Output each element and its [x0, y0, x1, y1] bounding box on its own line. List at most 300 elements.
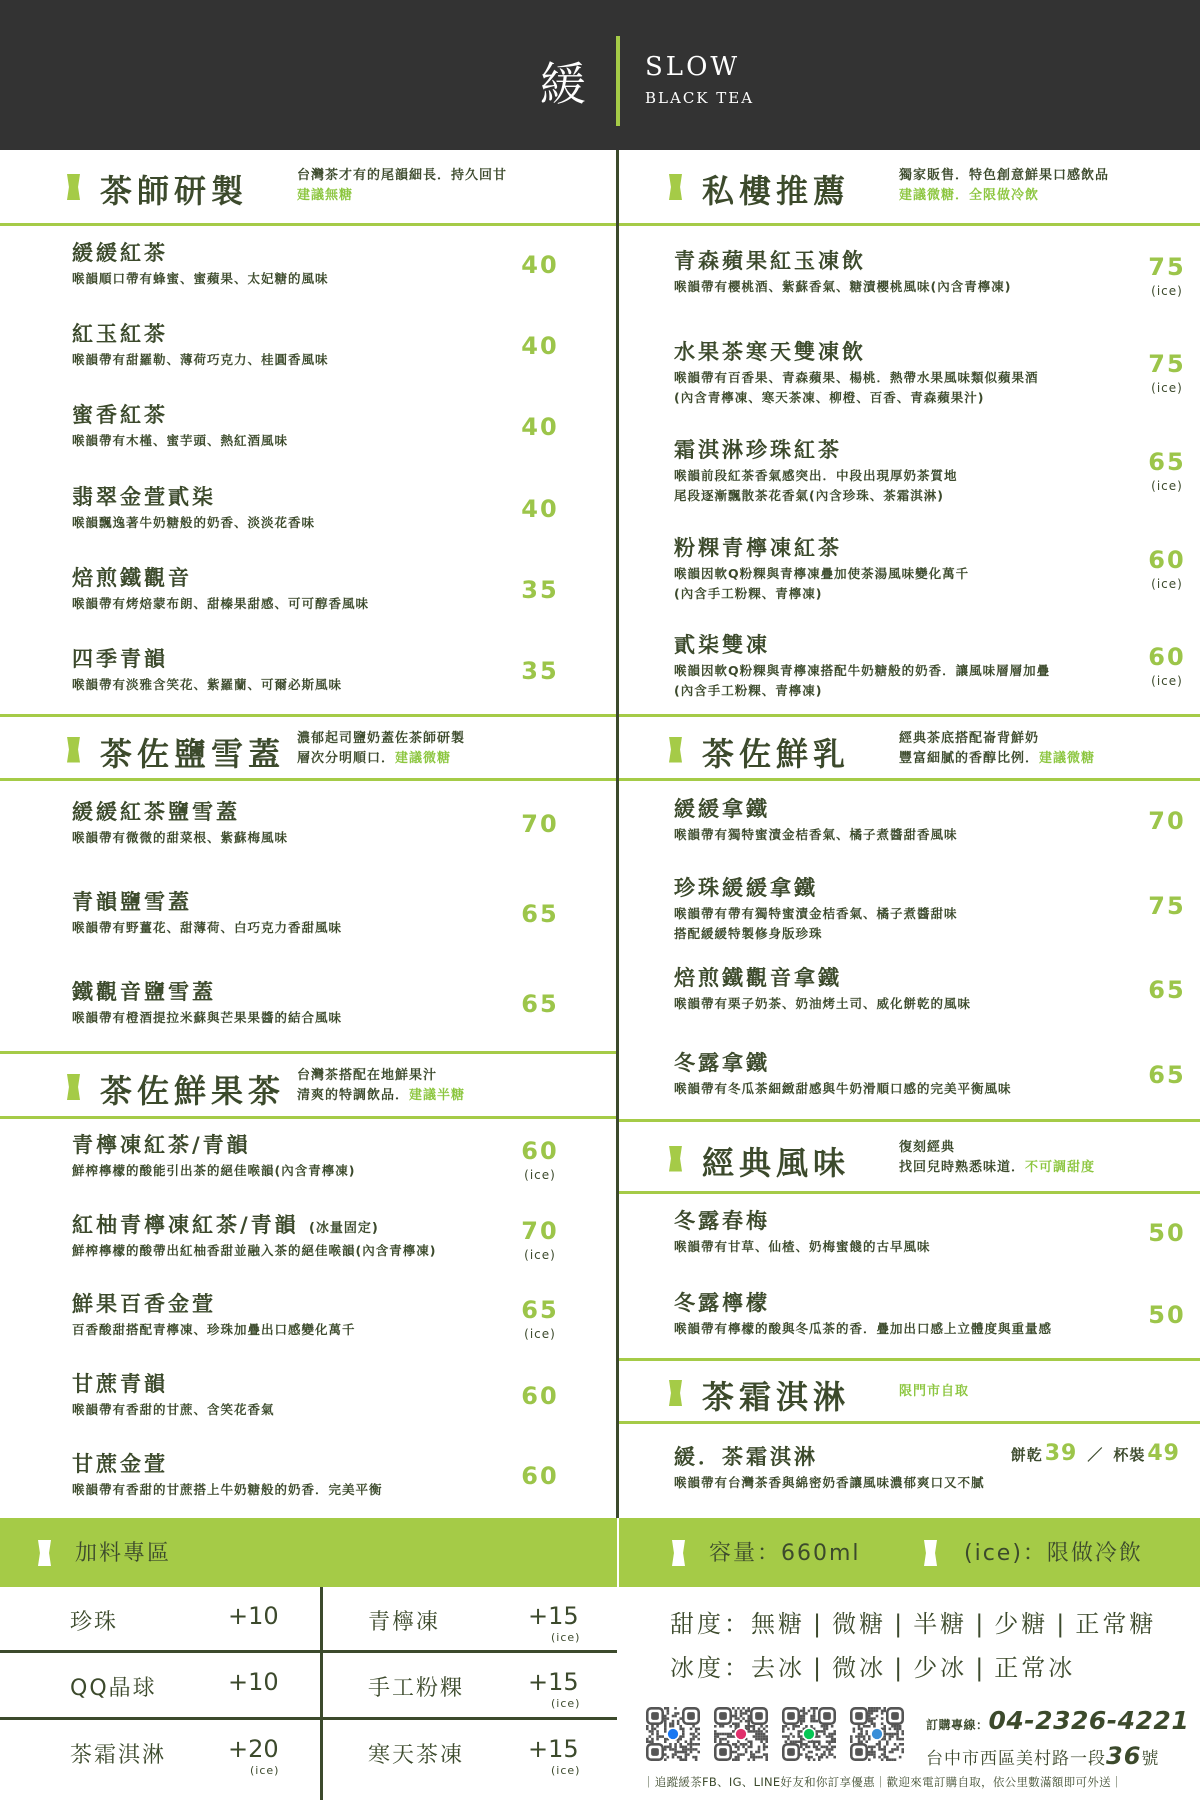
item-name-text: 霜淇淋珍珠紅茶 [674, 437, 842, 462]
addon-name: QQ晶球 [70, 1676, 157, 1701]
addon-name: 青檸凍 [368, 1610, 441, 1635]
note-line-1: 台灣茶才有的尾韻細長．持久回甘 [297, 168, 508, 183]
item-name-text: 青檸凍紅茶/青韻 [72, 1132, 251, 1157]
menu-item[interactable] [619, 421, 1200, 519]
description-line: 喉韻帶有微微的甜菜根、紫蘇梅風味 [72, 830, 289, 845]
item-price: 35 [521, 575, 559, 604]
menu-item[interactable] [619, 1035, 1200, 1120]
section-header [0, 150, 617, 226]
item-price: 75 [1148, 252, 1186, 281]
description-line: 喉韻帶有百香果、青森蘋果、楊桃．熱帶水果風味類似蘋果酒 [674, 370, 1039, 386]
item-price: 40 [521, 494, 559, 523]
item-description [72, 513, 315, 533]
menu-item[interactable] [0, 1358, 617, 1438]
menu-item[interactable] [0, 389, 617, 470]
description-line: 尾段逐漸飄散茶花香氣(內含珍珠、茶霜淇淋) [674, 487, 944, 503]
menu-item[interactable] [619, 616, 1200, 714]
menu-item[interactable] [619, 226, 1200, 324]
section-items [619, 1194, 1200, 1358]
ice-only-tag: (ice) [1151, 576, 1183, 591]
item-description [72, 594, 369, 614]
item-description [72, 431, 288, 451]
section-header [619, 714, 1200, 781]
description-line: 喉韻帶有烤焙蒙布朗、甜榛果甜感、可可醇香風味 [72, 595, 370, 611]
item-description [72, 1241, 436, 1261]
menu-item[interactable] [619, 950, 1200, 1035]
section-note [297, 166, 507, 206]
item-price: 75 [1148, 891, 1186, 920]
note-recommendation: 建議微糖 [1039, 750, 1096, 766]
item-price: 65 [521, 900, 559, 928]
description-line: 喉韻帶有橙酒提拉米蘇與芒果果醬的結合風味 [72, 1010, 343, 1025]
item-description [72, 1400, 275, 1420]
menu-item[interactable] [0, 551, 617, 632]
item-name [72, 1448, 168, 1478]
menu-item[interactable] [619, 866, 1200, 951]
description-line: 喉韻順口帶有蜂蜜、蜜蘋果、太妃糖的風味 [72, 270, 329, 286]
ice_level-option: 去冰 [751, 1654, 805, 1682]
item-name [72, 976, 216, 1006]
section-marker-icon [669, 737, 682, 763]
address-text: 台中市西區美村路一段 [926, 1749, 1106, 1769]
addon-price: +20 [228, 1735, 279, 1763]
item-name-text: 翡翠金萱貳柒 [72, 484, 216, 509]
item-description [72, 1480, 383, 1500]
item-name [72, 643, 168, 673]
note-line-2 [899, 186, 1109, 206]
note-line-1: 台灣茶搭配在地鮮果汁 [297, 1068, 438, 1083]
section-marker-icon [669, 174, 682, 200]
section-header [619, 1119, 1200, 1194]
item-price: 50 [1148, 1301, 1186, 1329]
note-line-2 [297, 186, 507, 206]
logo-divider [616, 36, 620, 126]
menu-item[interactable] [619, 519, 1200, 617]
item-description [72, 1008, 342, 1028]
section-marker-icon [67, 174, 80, 200]
right-menu-column [619, 150, 1200, 1518]
section-marker-icon [38, 1540, 51, 1566]
item-name [674, 872, 818, 902]
item-price: 70 [1148, 807, 1186, 836]
capacity-note: 容量：660ml [709, 1541, 861, 1566]
note-line-2 [297, 749, 465, 769]
ice_level-option: 正常冰 [994, 1654, 1076, 1682]
note-line-2 [899, 1158, 1095, 1178]
item-price: 70 [521, 810, 559, 838]
instagram-icon [714, 1705, 768, 1763]
section-note [899, 1138, 1095, 1178]
item-name [72, 796, 240, 826]
item-name-text: 緩．茶霜淇淋 [674, 1445, 818, 1469]
description-line: (內含手工粉粿、青檸凍) [674, 683, 823, 699]
note-line-2 [899, 1382, 969, 1402]
item-name-text: 甘蔗青韻 [72, 1372, 168, 1397]
menu-item[interactable] [0, 470, 617, 551]
note-line-2-text: 找回兒時熟悉味道． [899, 1159, 1026, 1175]
item-name-text: 珍珠緩緩拿鐵 [674, 875, 818, 900]
item-description [72, 675, 342, 695]
option-separator: | [894, 1610, 906, 1638]
description-line: 喉韻帶有甜羅勒、薄荷巧克力、桂圓香風味 [72, 351, 329, 367]
item-price: 65 [1148, 447, 1186, 476]
item-name-text: 四季青韻 [72, 647, 168, 672]
section-header [619, 1358, 1200, 1424]
addon-price: +15 [528, 1602, 579, 1630]
section-note [899, 729, 1095, 769]
item-name [674, 962, 842, 992]
left-menu-column [0, 150, 617, 1518]
item-description [674, 1319, 1052, 1339]
item-name [72, 1209, 379, 1239]
section-header [0, 714, 617, 781]
section-title: 茶佐鮮果茶 [100, 1072, 286, 1110]
ice_level-label: 冰度： [670, 1654, 751, 1682]
item-price: 65 [521, 1296, 559, 1325]
option-separator: | [975, 1610, 987, 1638]
addon-price: +15 [528, 1735, 579, 1763]
section-header [0, 1051, 617, 1119]
item-name-text: 冬露春梅 [674, 1209, 770, 1233]
menu-item[interactable] [0, 1279, 617, 1359]
ice-only-tag: (ice) [524, 1247, 556, 1262]
item-price: 40 [521, 250, 559, 279]
section-note [297, 1066, 465, 1106]
item-price: 65 [1148, 1060, 1186, 1089]
description-line: 喉韻帶有木槿、蜜芋頭、熱紅酒風味 [72, 433, 289, 449]
addons-grid [0, 1587, 617, 1800]
item-name [72, 399, 168, 429]
section-title: 茶師研製 [100, 172, 249, 210]
section-title: 經典風味 [702, 1143, 851, 1182]
ice-only-tag: (ice) [1151, 478, 1183, 493]
menu-item[interactable] [0, 1438, 617, 1518]
section-marker-icon [669, 1146, 682, 1172]
section-items [619, 1424, 1200, 1518]
description-line: (內含青檸凍、寒天茶凍、柳橙、百香、青森蘋果汁) [674, 390, 985, 406]
item-description [72, 1161, 355, 1181]
option-separator: | [1056, 1610, 1068, 1638]
section-header [619, 150, 1200, 226]
section-marker-icon [67, 1074, 80, 1100]
logo-character: 緩 [540, 57, 586, 111]
brand-name: SLOW [645, 52, 741, 82]
section-marker-icon [669, 1380, 682, 1406]
section-note [297, 729, 465, 769]
item-name-text: 貳柒雙凍 [674, 633, 770, 658]
facebook-icon [646, 1705, 700, 1763]
item-name-text: 焙煎鐵觀音 [72, 565, 192, 590]
section-items [619, 226, 1200, 714]
item-description [674, 466, 958, 506]
addon-name: 手工粉粿 [368, 1676, 465, 1701]
sweetness-option: 少糖 [994, 1610, 1049, 1638]
item-name-text: 冬露檸檬 [674, 1291, 770, 1315]
addon-name: 茶霜淇淋 [70, 1743, 167, 1768]
note-recommendation: 建議微糖 [395, 750, 452, 766]
ice-only-tag: (ice) [524, 1167, 556, 1182]
description-line: 喉韻帶有淡雅含笑花、紫羅蘭、可爾必斯風味 [72, 677, 343, 693]
description-line: 喉韻帶有獨特蜜漬金桔香氣、橘子煮醬甜香風味 [674, 827, 958, 843]
description-line: 鮮榨檸檬的酸帶出紅柚香甜並融入茶的絕佳喉韻(內含青檸凍) [72, 1242, 437, 1258]
item-price: 60 [1148, 545, 1186, 574]
item-price: 35 [521, 657, 559, 686]
price-option-value: 49 [1147, 1441, 1180, 1466]
section-marker-icon [672, 1540, 685, 1566]
description-line: 喉韻帶有栗子奶茶、奶油烤土司、威化餅乾的風味 [674, 996, 972, 1012]
menu-item[interactable] [0, 781, 617, 871]
item-name [72, 1288, 216, 1318]
section-marker-icon [924, 1540, 937, 1566]
item-name [72, 1129, 251, 1159]
website-icon [850, 1705, 904, 1763]
item-name-text: 甘蔗金萱 [72, 1452, 168, 1477]
item-name [674, 1287, 770, 1317]
item-description [674, 904, 958, 944]
description-line: 喉韻帶有檸檬的酸與冬瓜茶的香．疊加出口感上立體度與重量感 [674, 1321, 1053, 1336]
item-name [72, 237, 168, 267]
section-note [899, 1382, 969, 1402]
option-separator: | [975, 1654, 987, 1682]
note-line-1: 復刻經典 [899, 1139, 956, 1155]
item-name-text: 焙煎鐵觀音拿鐵 [674, 966, 842, 991]
description-line: 喉韻因軟Q粉粿與青檸凍疊加使茶湯風味變化萬千 [674, 565, 970, 581]
addon-item[interactable] [323, 1720, 617, 1800]
item-description [72, 1320, 356, 1340]
menu-item[interactable] [0, 307, 617, 388]
section-items [619, 781, 1200, 1119]
note-line-2-text: 清爽的特調飲品． [297, 1088, 410, 1103]
sweetness-options [670, 1604, 1156, 1639]
item-name-text: 鮮果百香金萱 [72, 1292, 216, 1317]
item-price: 75 [1148, 350, 1186, 379]
addon-item[interactable] [0, 1653, 323, 1720]
description-line: 喉韻帶有冬瓜茶細緻甜感與牛奶滑順口感的完美平衡風味 [674, 1080, 1012, 1096]
qr-code[interactable] [850, 1705, 904, 1763]
menu-item[interactable] [619, 1276, 1200, 1358]
price-options [1011, 1441, 1180, 1466]
price-option-value: 39 [1044, 1441, 1078, 1466]
brand-header [0, 0, 1200, 150]
description-line: 喉韻帶有甘草、仙楂、奶梅蜜餞的古早風味 [674, 1239, 931, 1254]
phone-number[interactable]: 04-2326-4221 [988, 1706, 1190, 1735]
address-suffix: 號 [1141, 1749, 1160, 1769]
description-line: 百香酸甜搭配青檸凍、珍珠加疊出口感變化萬千 [72, 1322, 356, 1338]
item-name [674, 434, 842, 464]
item-name-text: 鐵觀音鹽雪蓋 [72, 980, 216, 1004]
menu-item[interactable] [619, 324, 1200, 422]
sweetness-option: 正常糖 [1075, 1610, 1157, 1638]
item-description [674, 1473, 985, 1493]
option-separator: | [813, 1610, 825, 1638]
item-name-text: 粉粿青檸凍紅茶 [674, 535, 842, 560]
addon-price: +10 [228, 1668, 279, 1696]
item-name-text: 青森蘋果紅玉凍飲 [674, 248, 866, 273]
item-name-text: 緩緩紅茶 [72, 240, 168, 265]
addon-name: 寒天茶凍 [368, 1743, 465, 1768]
description-line: 喉韻帶有櫻桃酒、紫蘇香氣、糖漬櫻桃風味(內含青檸凍) [674, 278, 1012, 294]
menu-item[interactable] [619, 781, 1200, 866]
menu-item[interactable] [0, 633, 617, 714]
ice-only-tag: (ice) [524, 1327, 556, 1342]
item-price: 60 [521, 1382, 559, 1411]
menu-item[interactable] [0, 871, 617, 961]
item-price: 40 [521, 331, 559, 360]
menu-item[interactable] [619, 1194, 1200, 1276]
menu-item[interactable] [0, 1199, 617, 1279]
info-band [619, 1518, 1200, 1587]
description-line: 喉韻帶有香甜的甘蔗、含笑花香氣 [72, 1402, 275, 1418]
item-description [674, 994, 971, 1014]
item-price: 40 [521, 413, 559, 442]
section-note [899, 166, 1109, 206]
note-recommendation: 建議無糖 [297, 188, 354, 203]
description-line: 喉韻帶有台灣茶香與綿密奶香讓風味濃郁爽口又不膩 [674, 1475, 985, 1490]
section-title: 茶佐鮮乳 [702, 734, 851, 773]
ice-note: (ice)：限做冷飲 [964, 1541, 1143, 1566]
section-items [0, 226, 617, 714]
item-description [674, 1237, 931, 1257]
addon-item[interactable] [323, 1587, 617, 1653]
qr-code[interactable] [782, 1705, 836, 1763]
section-items [0, 781, 617, 1051]
item-name [674, 793, 770, 823]
addon-price: +15 [528, 1668, 579, 1696]
sweetness-option: 微糖 [832, 1610, 887, 1638]
description-line: 鮮榨檸檬的酸能引出茶的絕佳喉韻(內含青檸凍) [72, 1162, 356, 1178]
section-title: 茶霜淇淋 [702, 1378, 851, 1416]
item-name-text: 青韻鹽雪蓋 [72, 890, 192, 914]
ice-only-tag: (ice) [551, 1697, 581, 1710]
line-icon [782, 1705, 836, 1763]
option-separator: | [813, 1654, 825, 1682]
menu-item[interactable] [0, 1119, 617, 1199]
description-line: 搭配緩緩特製修身版珍珠 [674, 925, 823, 941]
description-line: 喉韻帶有野薑花、甜薄荷、白巧克力香甜風味 [72, 920, 343, 935]
ice_level-option: 微冰 [832, 1654, 887, 1682]
note-recommendation: 不可調甜度 [1025, 1159, 1096, 1175]
item-name [674, 629, 770, 659]
item-name-text: 緩緩拿鐵 [674, 797, 770, 822]
ice-only-tag: (ice) [1151, 283, 1183, 298]
section-items [0, 1119, 617, 1518]
menu-item[interactable] [619, 1424, 1200, 1518]
item-description [72, 350, 329, 370]
addons-title: 加料專區 [75, 1541, 172, 1566]
note-line-1: 濃郁起司鹽奶蓋佐茶師研製 [297, 730, 466, 746]
note-line-1: 經典茶底搭配崙背鮮奶 [899, 730, 1040, 746]
note-recommendation: 建議半糖 [409, 1088, 466, 1103]
item-description [72, 828, 288, 848]
ice-level-options [670, 1648, 1075, 1683]
description-line: 喉韻前段紅茶香氣感突出．中段出現厚奶茶質地 [674, 467, 958, 483]
item-description [674, 564, 969, 604]
item-price: 70 [521, 1216, 559, 1245]
item-description [674, 277, 1011, 297]
ice-only-tag: (ice) [551, 1631, 581, 1644]
addon-price: +10 [228, 1602, 279, 1630]
addon-item[interactable] [323, 1653, 617, 1720]
addon-item[interactable] [0, 1720, 323, 1800]
addon-item[interactable] [0, 1587, 323, 1653]
address-number: 36 [1106, 1742, 1142, 1770]
price-separator: ／ [1087, 1446, 1104, 1464]
item-name-text: 蜜香紅茶 [72, 403, 168, 428]
item-name [674, 245, 866, 275]
ice_level-option: 少冰 [913, 1654, 968, 1682]
menu-item[interactable] [0, 961, 617, 1051]
price-option-label: 杯裝 [1113, 1446, 1146, 1464]
brand-subtitle: BLACK TEA [645, 89, 755, 107]
item-name-text: 緩緩紅茶鹽雪蓋 [72, 800, 240, 824]
order-hotline [926, 1706, 1189, 1735]
phone-label: 訂購專線： [926, 1718, 989, 1732]
item-description [72, 269, 329, 289]
item-note: (冰量固定) [308, 1220, 379, 1236]
ice-only-tag: (ice) [551, 1764, 581, 1777]
sweetness-option: 無糖 [751, 1610, 805, 1638]
item-name [72, 886, 192, 916]
menu-item[interactable] [0, 226, 617, 307]
item-description [674, 825, 958, 845]
item-name [674, 1205, 770, 1235]
item-price: 60 [521, 1136, 559, 1165]
price-option-label: 餅乾 [1010, 1446, 1043, 1464]
item-price: 60 [1148, 643, 1186, 672]
item-price: 65 [521, 990, 559, 1018]
ice-only-tag: (ice) [250, 1764, 280, 1777]
addon-name: 珍珠 [70, 1610, 119, 1635]
item-price: 60 [521, 1462, 559, 1491]
note-line-2 [899, 749, 1095, 769]
sweetness-label: 甜度： [670, 1610, 751, 1638]
qr-code[interactable] [646, 1705, 700, 1763]
item-name [72, 481, 216, 511]
description-line: (內含手工粉粿、青檸凍) [674, 585, 823, 601]
addons-header-band [0, 1518, 617, 1587]
ice-only-tag: (ice) [1151, 674, 1183, 689]
section-title: 私樓推薦 [702, 172, 851, 210]
item-description [674, 661, 1050, 701]
item-name [674, 1441, 818, 1471]
description-line: 喉韻帶有香甜的甘蔗搭上牛奶糖般的奶香．完美平衡 [72, 1482, 383, 1498]
item-price: 65 [1148, 976, 1186, 1005]
item-name-text: 紅玉紅茶 [72, 321, 168, 346]
qr-code[interactable] [714, 1705, 768, 1763]
note-recommendation: 限門市自取 [899, 1384, 970, 1399]
description-line: 喉韻飄逸著牛奶糖般的奶香、淡淡花香味 [72, 514, 316, 530]
ice-only-tag: (ice) [1151, 381, 1183, 396]
section-title: 茶佐鹽雪蓋 [100, 734, 286, 773]
description-line: 喉韻帶有帶有獨特蜜漬金桔香氣、橘子煮醬甜味 [674, 905, 958, 921]
item-name [72, 318, 168, 348]
note-recommendation: 建議微糖．全限做冷飲 [899, 188, 1040, 203]
footer-note: ｜追蹤緩茶FB、IG、LINE好友和你訂享優惠｜歡迎來電訂購自取，依公里數滿額即可外送｜ [643, 1775, 1123, 1789]
sweetness-option: 半糖 [913, 1610, 968, 1638]
item-price: 50 [1148, 1219, 1186, 1247]
note-line-2-text: 豐富細膩的香醇比例． [899, 750, 1040, 766]
item-name [674, 532, 842, 562]
option-separator: | [894, 1654, 906, 1682]
note-line-2 [297, 1086, 465, 1106]
description-line: 喉韻因軟Q粉粿與青檸凍搭配牛奶糖般的奶香．讓風味層層加疊 [674, 663, 1051, 679]
note-line-1: 獨家販售．特色創意鮮果口感飲品 [899, 168, 1110, 183]
item-name-text: 紅柚青檸凍紅茶/青韻 [72, 1212, 299, 1237]
item-description [674, 368, 1039, 408]
item-name [674, 336, 866, 366]
item-description [674, 1079, 1012, 1099]
item-name-text: 冬露拿鐵 [674, 1050, 770, 1075]
